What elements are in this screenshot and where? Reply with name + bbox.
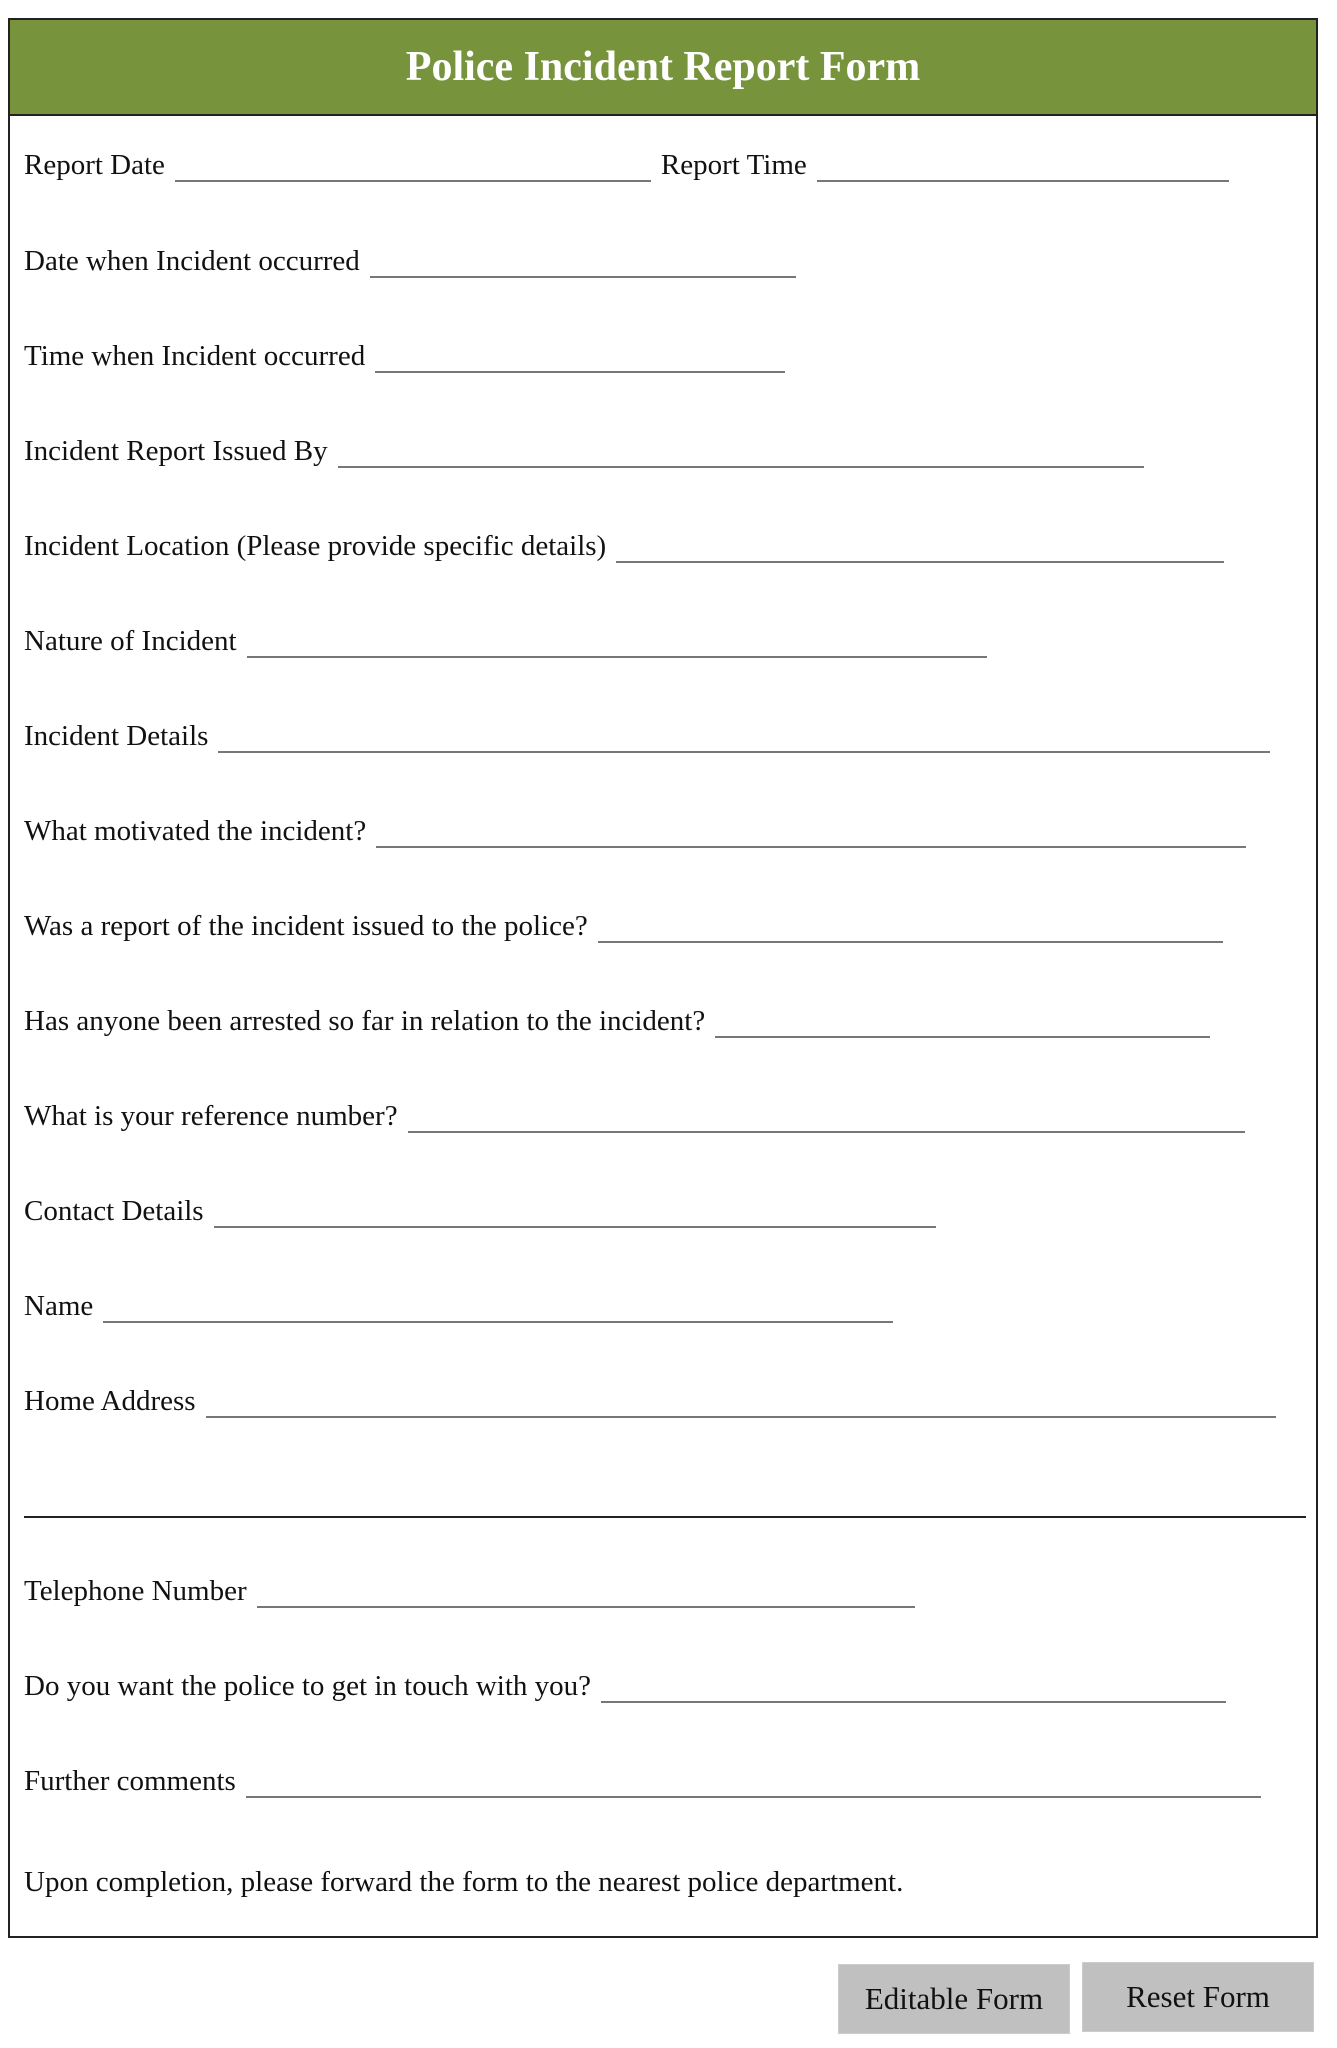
reset-form-button[interactable]: Reset Form <box>1082 1962 1314 2032</box>
field-label: Date when Incident occurred <box>24 245 360 277</box>
report-time-label: Report Time <box>660 149 807 181</box>
form-title: Police Incident Report Form <box>405 44 921 90</box>
field-input-line[interactable] <box>246 1772 1261 1798</box>
field-input-line[interactable] <box>408 1107 1245 1133</box>
form-field-row <box>24 618 987 658</box>
form-field-row <box>24 903 1223 943</box>
form-field-row <box>24 1568 915 1608</box>
form-field-row <box>24 998 1210 1038</box>
field-label: Incident Location (Please provide specific details) <box>24 530 607 562</box>
field-label: Time when Incident occurred <box>24 340 366 372</box>
form-field-row <box>24 1758 1261 1798</box>
field-input-line[interactable] <box>616 537 1224 563</box>
form-field-row <box>24 713 1270 753</box>
form-field-row <box>24 428 1144 468</box>
field-label: Name <box>24 1290 94 1322</box>
field-input-line[interactable] <box>218 727 1270 753</box>
field-input-line[interactable] <box>175 156 651 182</box>
footer-note: Upon completion, please forward the form to the nearest police department. <box>24 1866 904 1898</box>
form-field-row <box>24 523 1224 563</box>
field-input-line[interactable] <box>247 632 987 658</box>
field-input-line[interactable] <box>206 1392 1276 1418</box>
home-address-line-2[interactable] <box>24 1516 1306 1518</box>
field-label: Has anyone been arrested so far in relation to the incident? <box>24 1005 706 1037</box>
form-field-row <box>24 1378 1276 1418</box>
form-field-row <box>24 1283 893 1323</box>
field-label: What motivated the incident? <box>24 815 367 847</box>
field-label: Was a report of the incident issued to the police? <box>24 910 588 942</box>
form-field-row <box>24 142 1229 182</box>
field-input-line[interactable] <box>601 1677 1226 1703</box>
form-field-row <box>24 808 1246 848</box>
field-label: Incident Details <box>24 720 209 752</box>
field-input-line[interactable] <box>715 1012 1210 1038</box>
field-input-line[interactable] <box>214 1202 936 1228</box>
field-input-line[interactable] <box>338 442 1144 468</box>
field-label: Incident Report Issued By <box>24 435 328 467</box>
form-field-row <box>24 1188 936 1228</box>
form-field-row <box>24 1663 1226 1703</box>
editable-form-button[interactable]: Editable Form <box>838 1964 1070 2034</box>
report-time-input-line[interactable] <box>817 156 1229 182</box>
incident-report-form <box>8 18 1318 1938</box>
field-label: Further comments <box>24 1765 236 1797</box>
field-input-line[interactable] <box>370 252 796 278</box>
field-label: Do you want the police to get in touch with you? <box>24 1670 592 1702</box>
field-input-line[interactable] <box>103 1297 893 1323</box>
field-label: Contact Details <box>24 1195 204 1227</box>
field-input-line[interactable] <box>257 1582 915 1608</box>
form-field-row <box>24 238 796 278</box>
field-input-line[interactable] <box>375 347 785 373</box>
form-header <box>10 20 1316 116</box>
field-label: Report Date <box>24 149 165 181</box>
field-label: Telephone Number <box>24 1575 247 1607</box>
form-field-row <box>24 1093 1245 1133</box>
field-label: Home Address <box>24 1385 196 1417</box>
field-input-line[interactable] <box>598 917 1223 943</box>
field-label: Nature of Incident <box>24 625 237 657</box>
field-label: What is your reference number? <box>24 1100 398 1132</box>
field-input-line[interactable] <box>376 822 1246 848</box>
form-field-row <box>24 333 785 373</box>
